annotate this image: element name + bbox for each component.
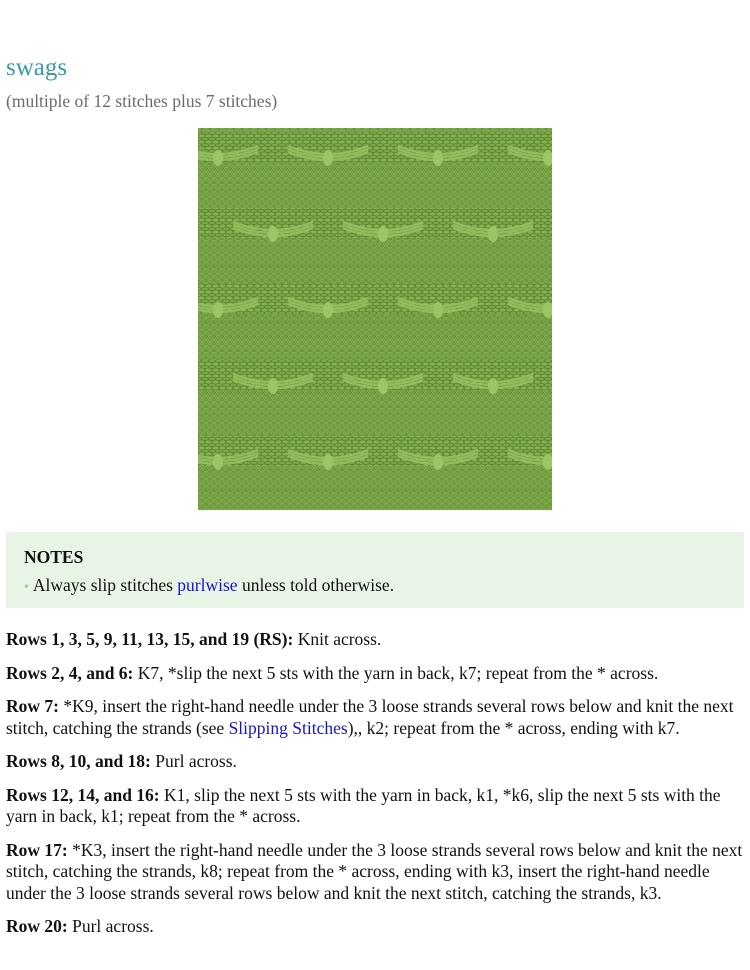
knit-swatch-photo — [198, 128, 552, 510]
row-label: Rows 1, 3, 5, 9, 11, 13, 15, and 19 (RS): — [6, 629, 294, 649]
row-text: K7, *slip the next 5 sts with the yarn in back, k7; repeat from the * across. — [133, 662, 659, 683]
row-label: Row 20: — [6, 916, 68, 936]
row-text: *K3, insert the right-hand needle under the 3 loose strands several rows below and knit the next stitch, catching the strands, k8; repeat from the * across, ending with k3, insert the right-hand needle under the 3 loose strands several rows below and knit the next stitch, catching the strands, k3. — [6, 839, 743, 903]
notes-heading: NOTES — [24, 547, 84, 567]
row-instruction — [6, 751, 744, 773]
row-label: Rows 8, 10, and 18: — [6, 751, 151, 771]
row-instructions — [6, 629, 744, 950]
row-text: Purl across. — [150, 751, 237, 771]
row-instruction — [6, 840, 744, 905]
garter-band — [198, 436, 552, 466]
row-text: K1, slip the next 5 sts with the yarn in back, k1, *k6, slip the next 5 sts with the yarn in back, k1; repeat from the * across. — [6, 784, 721, 826]
slipping-stitches-link[interactable]: Slipping Stitches — [228, 717, 348, 738]
row-instruction — [6, 785, 744, 828]
row-label: Row 17: — [6, 839, 68, 860]
garter-band — [198, 132, 552, 162]
row-label: Rows 2, 4, and 6: — [6, 662, 134, 683]
row-instruction — [6, 696, 744, 739]
notes-text-after: unless told otherwise. — [237, 575, 395, 595]
bullet-icon: • — [24, 580, 29, 595]
notes-item — [24, 574, 726, 599]
notes-text-before: Always slip stitches — [32, 575, 178, 595]
row-instruction — [6, 629, 744, 651]
row-label: Row 7: — [6, 696, 59, 716]
pattern-title: swags — [6, 54, 68, 81]
pattern-subtitle: (multiple of 12 stitches plus 7 stitches) — [6, 91, 278, 111]
notes-box — [6, 532, 744, 608]
row-text: Knit across. — [293, 629, 382, 649]
row-text: Purl across. — [67, 916, 154, 936]
row-instruction — [6, 663, 744, 685]
row-instruction — [6, 916, 744, 938]
row-text-after: ),, k2; repeat from the * across, ending with k7. — [347, 717, 680, 738]
row-text: *K9, insert the right-hand needle under the 3 loose strands several rows below and knit the next stitch, catching the strands (see — [6, 696, 734, 738]
garter-band — [198, 284, 552, 314]
row-label: Rows 12, 14, and 16: — [6, 784, 160, 805]
purlwise-link[interactable]: purlwise — [177, 575, 238, 595]
